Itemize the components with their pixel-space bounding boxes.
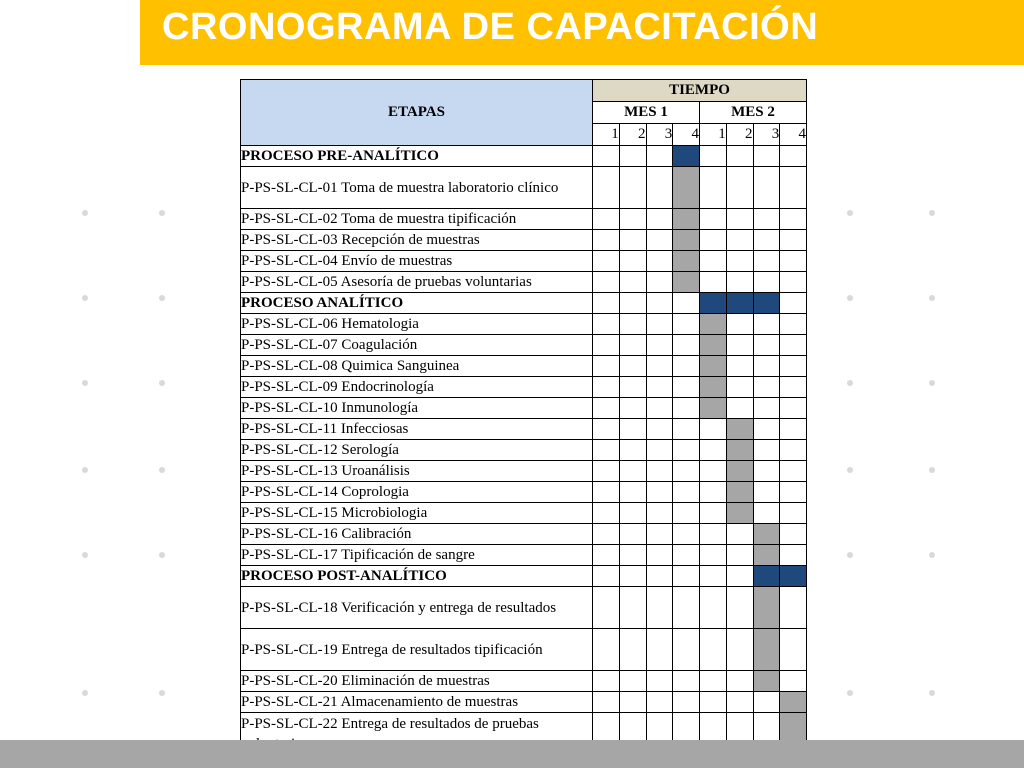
scheduled-week-cell	[700, 314, 727, 335]
empty-week-cell	[753, 146, 780, 167]
scheduled-week-cell	[673, 272, 700, 293]
empty-week-cell	[619, 629, 646, 671]
scheduled-week-cell	[700, 398, 727, 419]
empty-week-cell	[726, 230, 753, 251]
background-dot	[929, 380, 935, 386]
empty-week-cell	[619, 146, 646, 167]
empty-week-cell	[700, 251, 727, 272]
table-row	[241, 314, 807, 335]
empty-week-cell	[753, 692, 780, 713]
empty-week-cell	[753, 314, 780, 335]
table-row	[241, 461, 807, 482]
empty-week-cell	[673, 356, 700, 377]
scheduled-week-cell	[726, 419, 753, 440]
empty-week-cell	[593, 398, 620, 419]
empty-week-cell	[646, 377, 673, 398]
background-dot	[82, 210, 88, 216]
empty-week-cell	[619, 545, 646, 566]
empty-week-cell	[700, 230, 727, 251]
empty-week-cell	[646, 356, 673, 377]
empty-week-cell	[646, 230, 673, 251]
empty-week-cell	[753, 356, 780, 377]
phase-week-cell	[673, 146, 700, 167]
empty-week-cell	[700, 272, 727, 293]
empty-week-cell	[753, 167, 780, 209]
stage-header: ETAPAS	[241, 80, 593, 146]
empty-week-cell	[726, 272, 753, 293]
empty-week-cell	[619, 440, 646, 461]
empty-week-cell	[619, 293, 646, 314]
empty-week-cell	[593, 692, 620, 713]
background-dot	[82, 552, 88, 558]
empty-week-cell	[726, 629, 753, 671]
empty-week-cell	[646, 629, 673, 671]
procedure-label: P-PS-SL-CL-02 Toma de muestra tipificación	[241, 209, 593, 230]
empty-week-cell	[673, 293, 700, 314]
empty-week-cell	[780, 167, 807, 209]
background-dot	[159, 380, 165, 386]
month-header: MES 1	[593, 102, 700, 124]
schedule-table	[240, 79, 807, 755]
table-row	[241, 209, 807, 230]
empty-week-cell	[726, 587, 753, 629]
empty-week-cell	[673, 314, 700, 335]
procedure-label: P-PS-SL-CL-18 Verificación y entrega de resultados	[241, 587, 593, 629]
empty-week-cell	[673, 398, 700, 419]
phase-row	[241, 293, 807, 314]
empty-week-cell	[700, 503, 727, 524]
procedure-label: P-PS-SL-CL-03 Recepción de muestras	[241, 230, 593, 251]
empty-week-cell	[700, 482, 727, 503]
scheduled-week-cell	[726, 482, 753, 503]
table-row	[241, 671, 807, 692]
procedure-label: P-PS-SL-CL-22 Entrega de resultados de pruebas	[241, 713, 593, 755]
table-row	[241, 335, 807, 356]
empty-week-cell	[780, 629, 807, 671]
empty-week-cell	[646, 146, 673, 167]
scheduled-week-cell	[726, 461, 753, 482]
empty-week-cell	[700, 671, 727, 692]
empty-week-cell	[726, 566, 753, 587]
empty-week-cell	[780, 503, 807, 524]
empty-week-cell	[646, 524, 673, 545]
empty-week-cell	[673, 587, 700, 629]
page-title: CRONOGRAMA DE CAPACITACIÓN	[162, 6, 819, 48]
empty-week-cell	[780, 356, 807, 377]
empty-week-cell	[780, 461, 807, 482]
empty-week-cell	[673, 419, 700, 440]
empty-week-cell	[593, 230, 620, 251]
empty-week-cell	[646, 314, 673, 335]
empty-week-cell	[753, 482, 780, 503]
empty-week-cell	[726, 524, 753, 545]
empty-week-cell	[593, 167, 620, 209]
empty-week-cell	[753, 419, 780, 440]
table-row	[241, 629, 807, 671]
table-row	[241, 545, 807, 566]
empty-week-cell	[619, 503, 646, 524]
table-row	[241, 167, 807, 209]
phase-label: PROCESO PRE-ANALÍTICO	[241, 146, 593, 167]
background-dot	[929, 210, 935, 216]
empty-week-cell	[673, 524, 700, 545]
scheduled-week-cell	[726, 503, 753, 524]
empty-week-cell	[593, 377, 620, 398]
empty-week-cell	[646, 272, 673, 293]
empty-week-cell	[673, 335, 700, 356]
empty-week-cell	[700, 419, 727, 440]
empty-week-cell	[700, 629, 727, 671]
empty-week-cell	[619, 482, 646, 503]
background-dot	[159, 467, 165, 473]
empty-week-cell	[726, 314, 753, 335]
empty-week-cell	[780, 587, 807, 629]
empty-week-cell	[593, 671, 620, 692]
empty-week-cell	[726, 692, 753, 713]
empty-week-cell	[673, 692, 700, 713]
empty-week-cell	[780, 419, 807, 440]
empty-week-cell	[646, 293, 673, 314]
empty-week-cell	[780, 335, 807, 356]
scheduled-week-cell	[700, 377, 727, 398]
procedure-label: P-PS-SL-CL-11 Infecciosas	[241, 419, 593, 440]
empty-week-cell	[673, 566, 700, 587]
procedure-label: P-PS-SL-CL-07 Coagulación	[241, 335, 593, 356]
procedure-label: P-PS-SL-CL-16 Calibración	[241, 524, 593, 545]
empty-week-cell	[753, 440, 780, 461]
scheduled-week-cell	[726, 440, 753, 461]
table-row	[241, 482, 807, 503]
phase-week-cell	[753, 293, 780, 314]
scheduled-week-cell	[700, 356, 727, 377]
empty-week-cell	[753, 377, 780, 398]
scheduled-week-cell	[780, 692, 807, 713]
empty-week-cell	[593, 524, 620, 545]
procedure-label: P-PS-SL-CL-05 Asesoría de pruebas voluntarias	[241, 272, 593, 293]
procedure-label: P-PS-SL-CL-12 Serología	[241, 440, 593, 461]
empty-week-cell	[753, 209, 780, 230]
table-row	[241, 419, 807, 440]
empty-week-cell	[780, 398, 807, 419]
empty-week-cell	[619, 356, 646, 377]
footer-bar	[0, 740, 1024, 768]
empty-week-cell	[619, 272, 646, 293]
background-dot	[82, 380, 88, 386]
background-dot	[847, 690, 853, 696]
background-dot	[159, 552, 165, 558]
empty-week-cell	[673, 377, 700, 398]
scheduled-week-cell	[673, 230, 700, 251]
empty-week-cell	[593, 545, 620, 566]
empty-week-cell	[646, 461, 673, 482]
background-dot	[929, 467, 935, 473]
scheduled-week-cell	[753, 524, 780, 545]
empty-week-cell	[673, 503, 700, 524]
empty-week-cell	[780, 482, 807, 503]
empty-week-cell	[753, 503, 780, 524]
empty-week-cell	[780, 272, 807, 293]
empty-week-cell	[673, 461, 700, 482]
week-header: 4	[673, 124, 700, 146]
procedure-label: P-PS-SL-CL-17 Tipificación de sangre	[241, 545, 593, 566]
scheduled-week-cell	[673, 167, 700, 209]
empty-week-cell	[726, 356, 753, 377]
empty-week-cell	[780, 146, 807, 167]
background-dot	[929, 690, 935, 696]
empty-week-cell	[726, 335, 753, 356]
empty-week-cell	[593, 629, 620, 671]
background-dot	[847, 552, 853, 558]
scheduled-week-cell	[753, 545, 780, 566]
empty-week-cell	[619, 377, 646, 398]
background-dot	[929, 295, 935, 301]
empty-week-cell	[780, 209, 807, 230]
empty-week-cell	[673, 671, 700, 692]
empty-week-cell	[593, 314, 620, 335]
empty-week-cell	[593, 587, 620, 629]
time-header: TIEMPO	[593, 80, 807, 102]
empty-week-cell	[753, 251, 780, 272]
table-row	[241, 356, 807, 377]
empty-week-cell	[780, 440, 807, 461]
empty-week-cell	[780, 293, 807, 314]
background-dot	[159, 295, 165, 301]
empty-week-cell	[593, 146, 620, 167]
empty-week-cell	[619, 461, 646, 482]
empty-week-cell	[646, 398, 673, 419]
empty-week-cell	[646, 251, 673, 272]
empty-week-cell	[700, 692, 727, 713]
empty-week-cell	[673, 545, 700, 566]
scheduled-week-cell	[673, 209, 700, 230]
empty-week-cell	[646, 692, 673, 713]
background-dot	[82, 467, 88, 473]
empty-week-cell	[700, 146, 727, 167]
procedure-label: P-PS-SL-CL-04 Envío de muestras	[241, 251, 593, 272]
background-dot	[82, 295, 88, 301]
empty-week-cell	[593, 251, 620, 272]
empty-week-cell	[593, 209, 620, 230]
table-row	[241, 503, 807, 524]
table-row	[241, 230, 807, 251]
empty-week-cell	[753, 461, 780, 482]
table-row	[241, 692, 807, 713]
week-header: 2	[726, 124, 753, 146]
procedure-label: P-PS-SL-CL-09 Endocrinología	[241, 377, 593, 398]
empty-week-cell	[646, 167, 673, 209]
procedure-label: P-PS-SL-CL-14 Coprologia	[241, 482, 593, 503]
empty-week-cell	[700, 209, 727, 230]
empty-week-cell	[726, 545, 753, 566]
empty-week-cell	[700, 587, 727, 629]
procedure-label: P-PS-SL-CL-08 Quimica Sanguinea	[241, 356, 593, 377]
month-header: MES 2	[700, 102, 807, 124]
empty-week-cell	[780, 251, 807, 272]
empty-week-cell	[726, 398, 753, 419]
empty-week-cell	[619, 692, 646, 713]
empty-week-cell	[753, 398, 780, 419]
table-row	[241, 440, 807, 461]
empty-week-cell	[673, 629, 700, 671]
empty-week-cell	[619, 335, 646, 356]
scheduled-week-cell	[700, 335, 727, 356]
empty-week-cell	[753, 335, 780, 356]
background-dot	[159, 690, 165, 696]
empty-week-cell	[593, 293, 620, 314]
empty-week-cell	[646, 440, 673, 461]
phase-row	[241, 146, 807, 167]
week-header: 1	[593, 124, 620, 146]
empty-week-cell	[780, 524, 807, 545]
background-dot	[847, 380, 853, 386]
empty-week-cell	[700, 566, 727, 587]
empty-week-cell	[780, 230, 807, 251]
empty-week-cell	[700, 461, 727, 482]
empty-week-cell	[619, 671, 646, 692]
phase-week-cell	[753, 566, 780, 587]
empty-week-cell	[593, 419, 620, 440]
empty-week-cell	[619, 587, 646, 629]
empty-week-cell	[673, 482, 700, 503]
procedure-label: P-PS-SL-CL-06 Hematologia	[241, 314, 593, 335]
table-row	[241, 587, 807, 629]
background-dot	[847, 295, 853, 301]
empty-week-cell	[619, 209, 646, 230]
empty-week-cell	[593, 335, 620, 356]
procedure-label: P-PS-SL-CL-15 Microbiologia	[241, 503, 593, 524]
background-dot	[82, 690, 88, 696]
empty-week-cell	[619, 398, 646, 419]
empty-week-cell	[593, 272, 620, 293]
procedure-label: P-PS-SL-CL-13 Uroanálisis	[241, 461, 593, 482]
empty-week-cell	[726, 251, 753, 272]
empty-week-cell	[593, 440, 620, 461]
background-dot	[847, 467, 853, 473]
table-row	[241, 272, 807, 293]
empty-week-cell	[646, 209, 673, 230]
empty-week-cell	[726, 377, 753, 398]
empty-week-cell	[619, 566, 646, 587]
empty-week-cell	[619, 230, 646, 251]
empty-week-cell	[753, 272, 780, 293]
empty-week-cell	[619, 167, 646, 209]
empty-week-cell	[593, 566, 620, 587]
background-dot	[159, 210, 165, 216]
empty-week-cell	[593, 503, 620, 524]
empty-week-cell	[646, 545, 673, 566]
table-row	[241, 251, 807, 272]
week-header: 4	[780, 124, 807, 146]
phase-week-cell	[700, 293, 727, 314]
scheduled-week-cell	[753, 671, 780, 692]
empty-week-cell	[646, 671, 673, 692]
empty-week-cell	[646, 335, 673, 356]
empty-week-cell	[726, 671, 753, 692]
empty-week-cell	[700, 545, 727, 566]
phase-week-cell	[780, 566, 807, 587]
empty-week-cell	[646, 503, 673, 524]
empty-week-cell	[619, 419, 646, 440]
empty-week-cell	[619, 314, 646, 335]
empty-week-cell	[619, 251, 646, 272]
empty-week-cell	[780, 377, 807, 398]
empty-week-cell	[646, 419, 673, 440]
background-dot	[929, 552, 935, 558]
empty-week-cell	[726, 209, 753, 230]
empty-week-cell	[673, 440, 700, 461]
week-header: 2	[619, 124, 646, 146]
empty-week-cell	[726, 146, 753, 167]
table-row	[241, 398, 807, 419]
empty-week-cell	[593, 461, 620, 482]
empty-week-cell	[753, 230, 780, 251]
empty-week-cell	[646, 587, 673, 629]
empty-week-cell	[619, 524, 646, 545]
empty-week-cell	[593, 356, 620, 377]
procedure-label: P-PS-SL-CL-19 Entrega de resultados tipificación	[241, 629, 593, 671]
empty-week-cell	[700, 167, 727, 209]
empty-week-cell	[780, 671, 807, 692]
table-row	[241, 524, 807, 545]
week-header: 1	[700, 124, 727, 146]
scheduled-week-cell	[673, 251, 700, 272]
empty-week-cell	[726, 167, 753, 209]
procedure-label: P-PS-SL-CL-20 Eliminación de muestras	[241, 671, 593, 692]
empty-week-cell	[646, 566, 673, 587]
procedure-label: P-PS-SL-CL-21 Almacenamiento de muestras	[241, 692, 593, 713]
phase-label: PROCESO ANALÍTICO	[241, 293, 593, 314]
empty-week-cell	[780, 545, 807, 566]
empty-week-cell	[646, 482, 673, 503]
phase-week-cell	[726, 293, 753, 314]
week-header: 3	[646, 124, 673, 146]
empty-week-cell	[700, 440, 727, 461]
phase-label: PROCESO POST-ANALÍTICO	[241, 566, 593, 587]
week-header: 3	[753, 124, 780, 146]
scheduled-week-cell	[753, 629, 780, 671]
phase-row	[241, 566, 807, 587]
background-dot	[847, 210, 853, 216]
empty-week-cell	[700, 524, 727, 545]
empty-week-cell	[593, 482, 620, 503]
table-row	[241, 377, 807, 398]
empty-week-cell	[780, 314, 807, 335]
scheduled-week-cell	[753, 587, 780, 629]
procedure-label: P-PS-SL-CL-10 Inmunología	[241, 398, 593, 419]
procedure-label: P-PS-SL-CL-01 Toma de muestra laboratorio clínico	[241, 167, 593, 209]
